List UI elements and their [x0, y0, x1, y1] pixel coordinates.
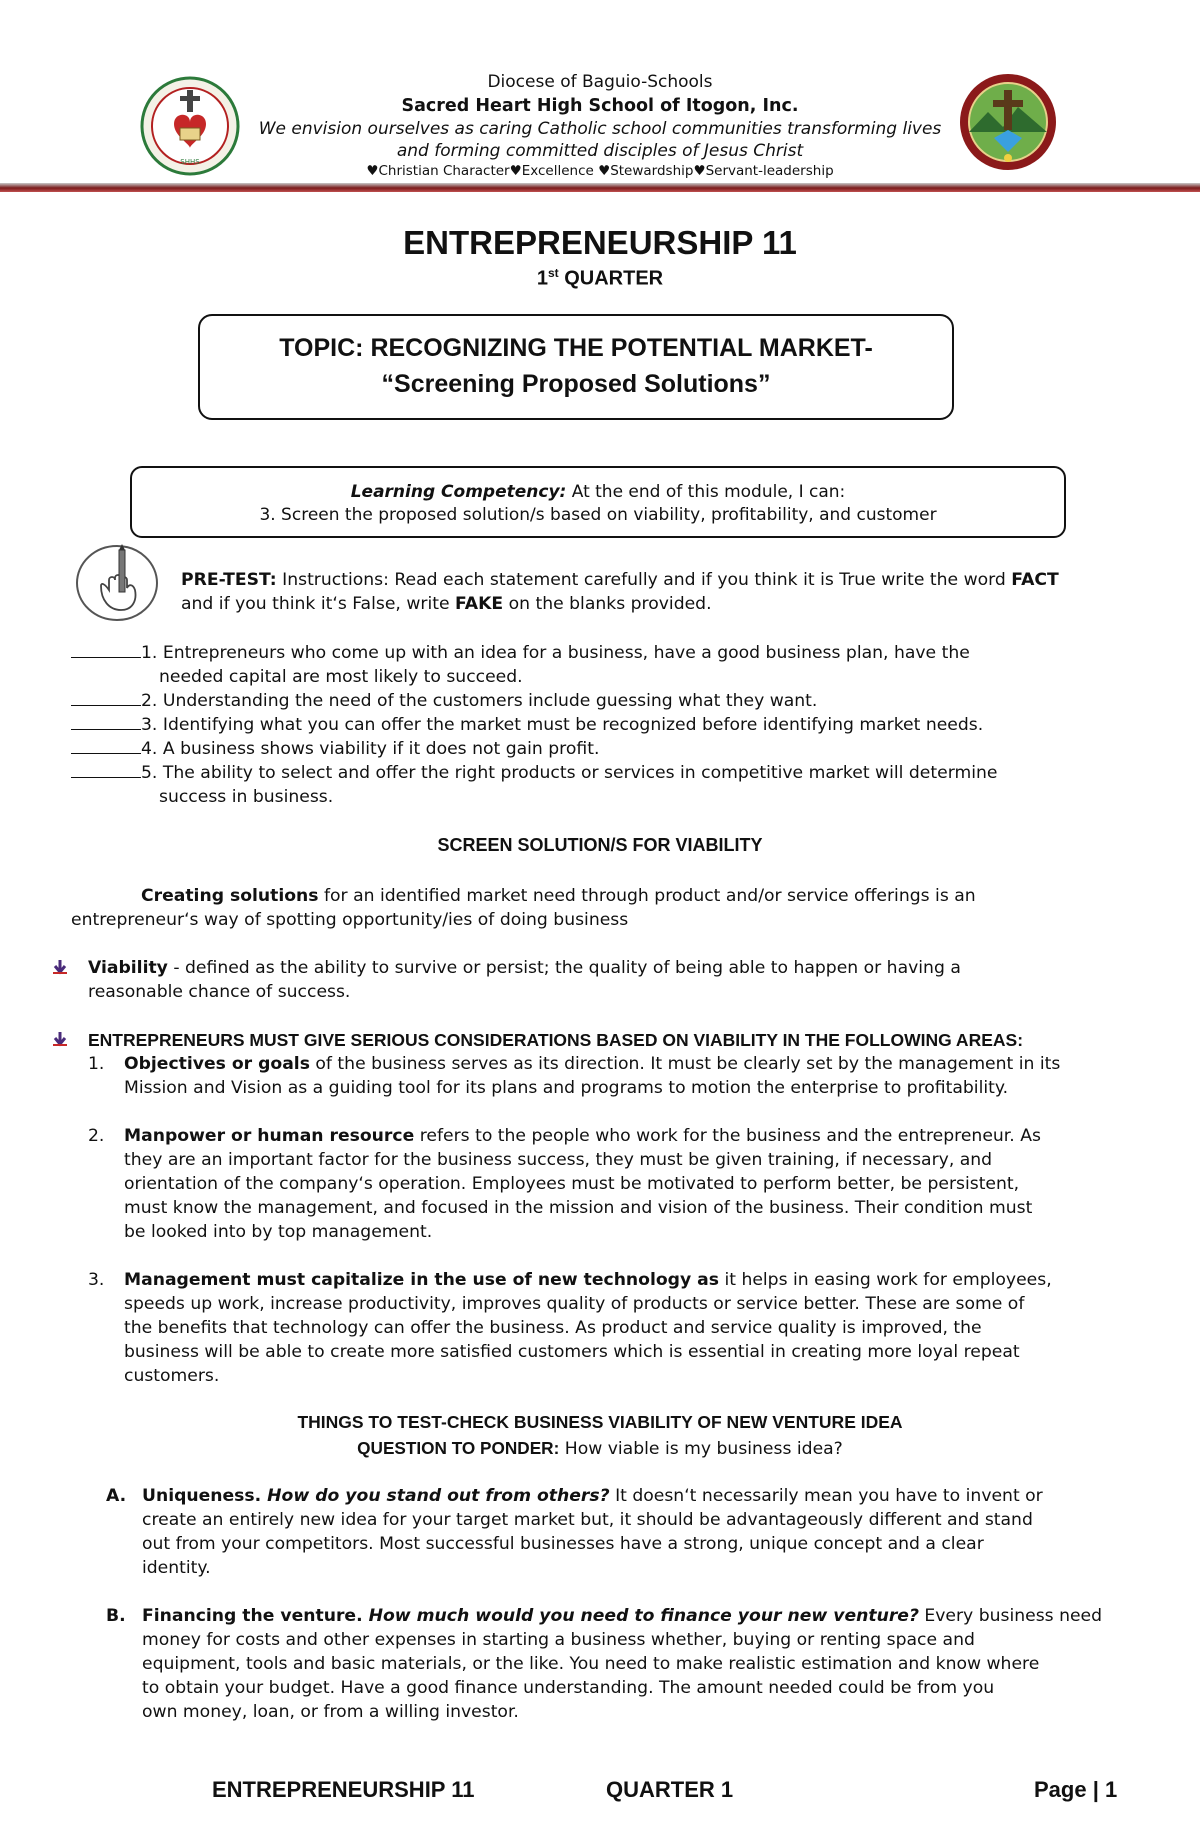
topic-line-1: TOPIC: RECOGNIZING THE POTENTIAL MARKET-: [279, 334, 873, 362]
pretest-item: 4. A business shows viability if it does not gain profit.: [71, 737, 1131, 761]
diocese-name: Diocese of Baguio-Schools: [487, 72, 713, 92]
svg-text:SHHS: SHHS: [180, 158, 200, 166]
areas-heading: ENTREPRENEURS MUST GIVE SERIOUS CONSIDERATIONS BASED ON VIABILITY IN THE FOLLOWING AREAS:: [88, 1030, 1024, 1050]
pretest-item: 2. Understanding the need of the customers include guessing what they want.: [71, 689, 1131, 713]
core-values: ♥Christian Character♥Excellence ♥Stewardship♥Servant-leadership: [366, 163, 834, 179]
topic-line-2: “Screening Proposed Solutions”: [381, 370, 771, 398]
viability-intro: Creating solutions for an identified market need through product and/or service offerings is an entrepreneur‘s way of spotting opportunity/ies of doing business: [71, 886, 976, 930]
bullet-arrow-icon: [52, 959, 68, 975]
area-item-objectives: 1. Objectives or goals of the business serves as its direction. It must be clearly set by the management in its Mission and Vision as a guiding tool for its plans and programs to motion the enterprise to profitability.: [88, 1054, 1061, 1098]
test-item-uniqueness: A. Uniqueness. How do you stand out from others? It doesn‘t necessarily mean you have to invent or create an entirely new idea for your target market but, it should be advantageously different and stand out from your competitors. Most successful businesses have a strong, unique concept and a clear identity.: [106, 1486, 1043, 1578]
answer-blank[interactable]: [71, 739, 141, 754]
competency-box: [130, 466, 1066, 538]
answer-blank[interactable]: [71, 643, 141, 658]
viability-definition: Viability - defined as the ability to survive or persist; the quality of being able to happen or having a reasonable chance of success.: [88, 958, 961, 1002]
area-item-technology: 3. Management must capitalize in the use of new technology as it helps in easing work for employees, speeds up work, increase productivity, improves quality of products or service better. These are some of the benefits that technology can offer the business. As product and service quality is improved, the business will be able to create more satisfied customers which is essential in creating more loyal repeat customers.: [88, 1270, 1052, 1386]
bullet-arrow-icon: [52, 1031, 68, 1047]
footer-subject: ENTREPRENEURSHIP 11: [212, 1777, 475, 1802]
answer-blank[interactable]: [71, 691, 141, 706]
pretest-item: 1. Entrepreneurs who come up with an idea for a business, have a good business plan, have the needed capital are most likely to succeed.: [71, 641, 1131, 689]
question-to-ponder: QUESTION TO PONDER: How viable is my business idea?: [357, 1438, 843, 1459]
answer-blank[interactable]: [71, 763, 141, 778]
pretest-item: 3. Identifying what you can offer the market must be recognized before identifying market needs.: [71, 713, 1131, 737]
page-title: ENTREPRENEURSHIP 11: [403, 224, 797, 261]
test-item-financing: B. Financing the venture. How much would you need to finance your new venture? Every business need money for costs and other expenses in starting a business whether, buying or renting space and equipment, tools and basic materials, or the like. You need to make realistic estimation and know where to obtain your budget. Have a good finance understanding. The amount needed could be from you own money, loan, or from a willing investor.: [106, 1606, 1103, 1722]
pencil-hand-icon: [75, 544, 159, 622]
school-name: Sacred Heart High School of Itogon, Inc.: [401, 96, 799, 116]
footer-quarter: QUARTER 1: [606, 1777, 734, 1802]
pretest-instructions: PRE-TEST: Instructions: Read each statement carefully and if you think it is True write the word FACT and if you think it‘s False, write FAKE on the blanks provided.: [181, 570, 1059, 614]
competency-intro: Learning Competency: At the end of this module, I can:: [350, 482, 846, 502]
vision-line-2: and forming committed disciples of Jesus Christ: [396, 141, 804, 161]
section-heading-test-check: THINGS TO TEST-CHECK BUSINESS VIABILITY OF NEW VENTURE IDEA: [297, 1412, 903, 1432]
area-item-manpower: 2. Manpower or human resource refers to the people who work for the business and the entrepreneur. As they are an important factor for the business success, they must be given training, if necessary, and orientation of the company‘s operation. Employees must be motivated to perform better, be persistent, must know the management, and focused in the mission and vision of the business. Their condition must be looked into by top management.: [88, 1126, 1041, 1242]
quarter-label: 1st QUARTER: [536, 266, 664, 290]
section-heading-viability: SCREEN SOLUTION/S FOR VIABILITY: [437, 835, 763, 855]
pretest-item: 5. The ability to select and offer the right products or services in competitive market will determine success in business.: [71, 761, 1131, 809]
footer-page-number: Page | 1: [1034, 1777, 1118, 1802]
answer-blank[interactable]: [71, 715, 141, 730]
vision-line-1: We envision ourselves as caring Catholic school communities transforming lives: [258, 119, 942, 139]
topic-box: [198, 314, 954, 420]
competency-item: 3. Screen the proposed solution/s based on viability, profitability, and customer: [259, 505, 937, 525]
header-divider: [0, 183, 1200, 192]
